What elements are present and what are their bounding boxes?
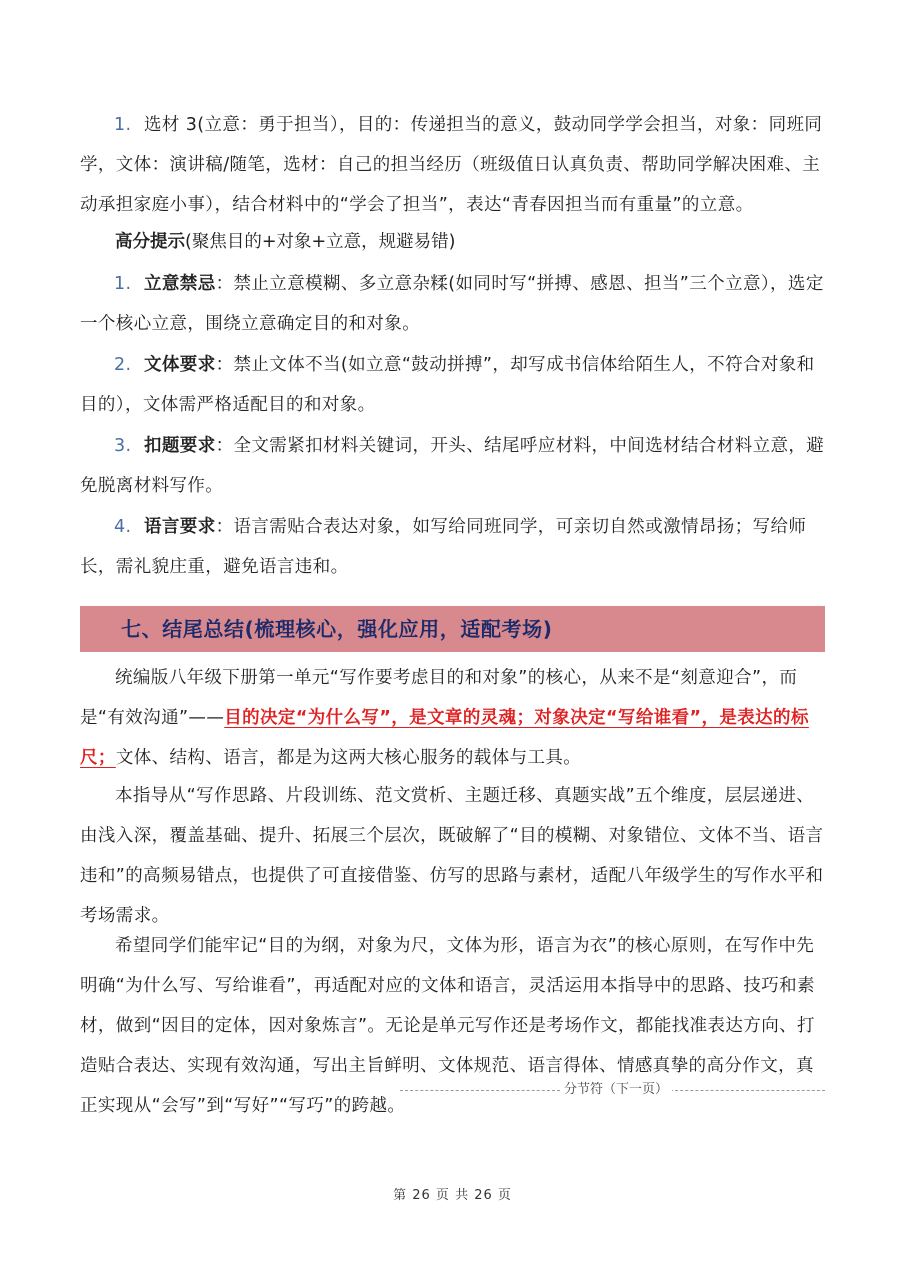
paragraph-text: 文体、结构、语言，都是为这两大核心服务的载体与工具。 [115,748,582,768]
page-footer: 第 26 页 共 26 页 [393,1188,512,1203]
summary-paragraph-1 [80,658,825,778]
tips-heading-rest: (聚焦目的+对象+立意，规避易错) [185,232,456,252]
section-heading-bar [80,606,825,652]
list-number: 1. [114,115,132,135]
section-break [400,1080,825,1100]
list-number: 1. [114,274,132,294]
tips-item-text: ：禁止文体不当(如立意“鼓动拼搏”，却写成书信体给陌生人，不符合对象和目的），文体需严格适配目的和对象。 [80,355,815,415]
list-item-topic-3 [80,105,825,225]
tips-item-2 [80,345,825,425]
tips-item-text: ：全文需紧扣材料关键词，开头、结尾呼应材料，中间选材结合材料立意，避免脱离材料写作。 [80,436,825,496]
paragraph-text: 统编版八年级下册第一单元“写作要考虑目的和对象”的核心，从来不是“刻意迎合”，而是“有效沟通”—— [80,668,798,728]
summary-paragraph-2 [80,776,825,936]
list-item-text: 选材 3(立意：勇于担当），目的：传递担当的意义，鼓动同学学会担当，对象：同班同学，文体：演讲稿/随笔，选材：自己的担当经历（班级值日认真负责、帮助同学解决困难、主动承担家庭小事），结合材料中的“学会了担当”，表达“青春因担当而有重量”的立意。 [80,115,823,215]
section-break-dash-right [665,1090,825,1091]
section-heading-title: 七、结尾总结(梳理核心，强化应用，适配考场) [121,617,553,641]
paragraph-text: 希望同学们能牢记“目的为纲，对象为尺，文体为形，语言为衣”的核心原则，在写作中先明确“为什么写、写给谁看”，再适配对应的文体和语言，灵活运用本指导中的思路、技巧和素材，做到“因目的定体，因对象炼言”。无论是单元写作还是考场作文，都能找准表达方向、打造贴合表达、实现有效沟通，写出主旨鲜明、文体规范、语言得体、情感真挚的高分作文，真正实现从“会写”到“写好”“写巧”的跨越。 [80,936,815,1116]
tips-item-1 [80,264,825,344]
tips-item-label: 语言要求 [144,517,216,537]
tips-item-3 [80,426,825,506]
emphasis-text: 目的决定“为什么写”，是文章的灵魂；对象决定“写给谁看”，是表达的标尺； [80,708,809,768]
list-number: 3. [114,436,132,456]
list-number: 4. [114,517,132,537]
list-number: 2. [114,355,132,375]
tips-heading-bold: 高分提示 [115,232,185,252]
tips-item-label: 扣题要求 [144,436,216,456]
tips-item-4 [80,507,825,587]
paragraph-text: 本指导从“写作思路、片段训练、范文赏析、主题迁移、真题实战”五个维度，层层递进、由浅入深，覆盖基础、提升、拓展三个层次，既破解了“目的模糊、对象错位、文体不当、语言违和”的高频易错点，也提供了可直接借鉴、仿写的思路与素材，适配八年级学生的写作水平和考场需求。 [80,786,824,926]
tips-heading [115,224,455,260]
tips-item-text: ：语言需贴合表达对象，如写给同班同学，可亲切自然或激情昂扬；写给师长，需礼貌庄重，避免语言违和。 [80,517,807,577]
section-break-label: 分节符（下一页） [560,1080,672,1100]
tips-item-label: 文体要求 [144,355,216,375]
section-break-dash-left [400,1090,560,1091]
tips-item-text: ：禁止立意模糊、多立意杂糅(如同时写“拼搏、感恩、担当”三个立意），选定一个核心立意，围绕立意确定目的和对象。 [80,274,824,334]
tips-item-label: 立意禁忌 [144,274,216,294]
